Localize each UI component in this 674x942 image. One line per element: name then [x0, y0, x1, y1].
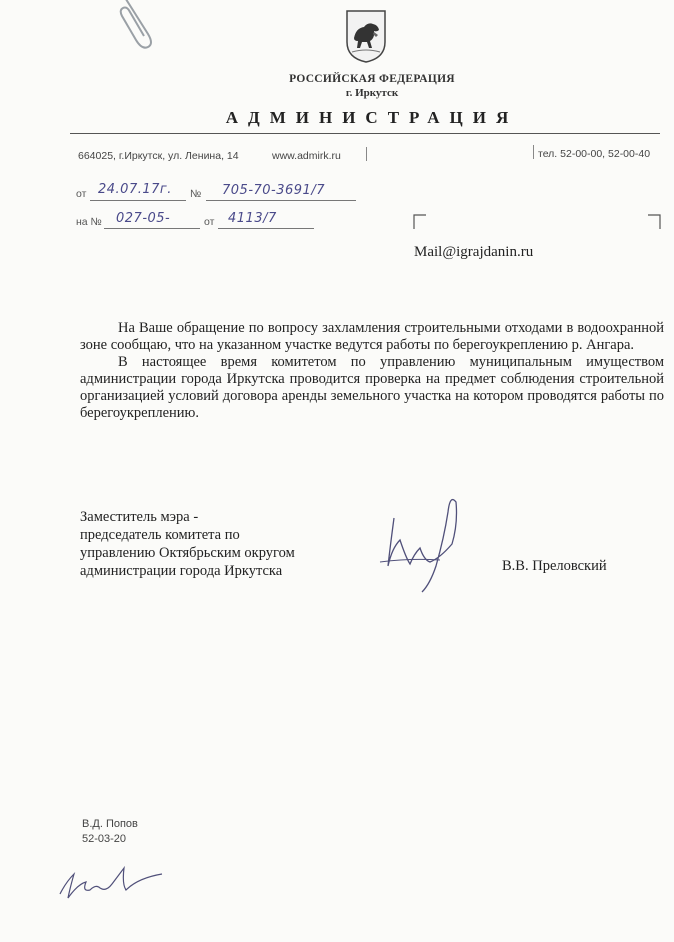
signatory-title-line: администрации города Иркутска — [80, 563, 283, 579]
reference-underline — [104, 228, 200, 229]
letter-body — [80, 320, 664, 422]
handwritten-signature — [370, 488, 480, 598]
outgoing-number: 705-70-3691/7 — [222, 183, 325, 198]
city-name: г. Иркутск — [345, 87, 399, 99]
coat-of-arms-icon — [344, 8, 388, 64]
number-label: № — [190, 188, 202, 200]
executor-info — [82, 817, 138, 847]
signatory-name: В.В. Преловский — [502, 558, 607, 574]
signatory-title-line: Заместитель мэра - — [80, 509, 199, 525]
organization-title: АДМИНИСТРАЦИЯ — [225, 108, 519, 127]
reference-date-label: от — [204, 216, 215, 228]
executor-phone: 52-03-20 — [82, 833, 127, 845]
paper-clip-icon — [118, 0, 168, 54]
signatory-title-line: председатель комитета по — [80, 527, 240, 543]
signatory-title-line: управлению Октябрьским округом — [80, 545, 295, 561]
reference-date-underline — [218, 228, 314, 229]
executor-name: В.Д. Попов — [82, 818, 138, 830]
phone-numbers: тел. 52-00-00, 52-00-40 — [538, 148, 651, 160]
body-paragraph: На Ваше обращение по вопросу захламления строительными отходами в водоохранной зоне сообщаю, что на указанном участке ведутся работы по берегоукреплению р. Ангара. — [80, 320, 664, 353]
reference-label: на № — [76, 216, 102, 228]
date-label: от — [76, 188, 87, 200]
body-paragraph: В настоящее время комитетом по управлению муниципальным имуществом администрации города Иркутска проводится проверка на предмет соблюдения строительной организацией условий договора аренды земельного участка на котором проводятся работы по берегоукреплению. — [80, 354, 664, 421]
reference-date: 4113/7 — [228, 211, 277, 226]
signatory-title — [80, 508, 295, 580]
postal-address: 664025, г.Иркутск, ул. Ленина, 14 — [78, 150, 239, 162]
phone-tick-mark — [533, 145, 534, 159]
outgoing-date: 24.07.17г. — [98, 182, 172, 197]
country-name: РОССИЙСКАЯ ФЕДЕРАЦИЯ — [289, 73, 455, 85]
recipient-email: Mail@igrajdanin.ru — [414, 244, 534, 260]
address-tick-mark — [366, 147, 367, 161]
recipient-corner-brackets — [412, 211, 664, 231]
reference-number: 027-05- — [116, 211, 171, 226]
website-link[interactable]: www.admirk.ru — [272, 150, 341, 162]
date-underline — [90, 200, 186, 201]
number-underline — [206, 200, 356, 201]
header-divider — [70, 133, 660, 134]
executor-initials-signature — [52, 858, 172, 908]
